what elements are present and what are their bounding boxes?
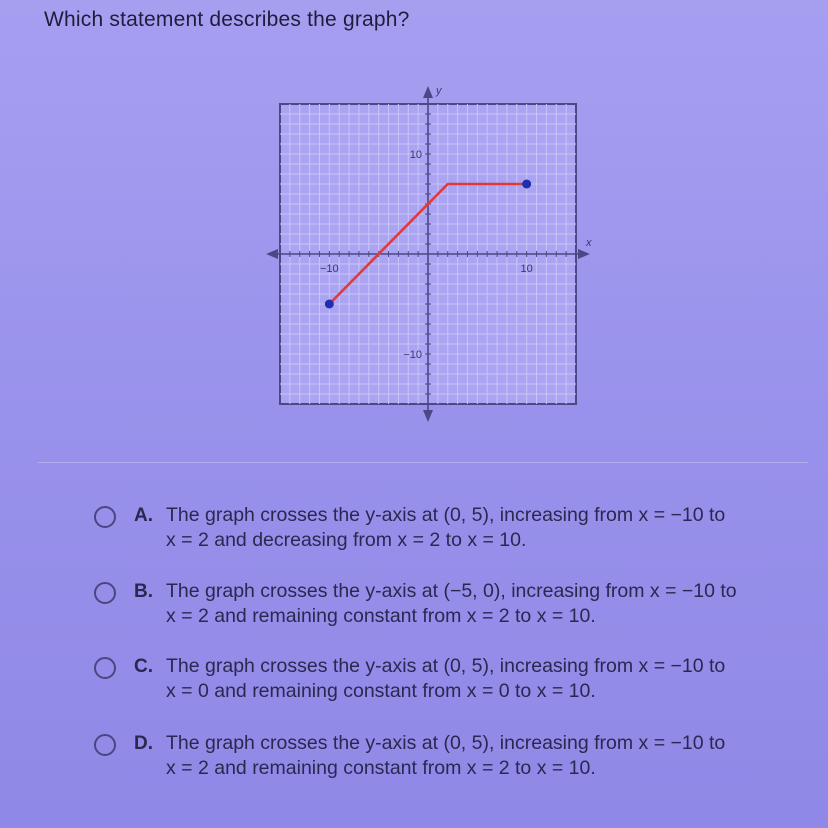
choice-line-2: x = 0 and remaining constant from x = 0 to x = 10. bbox=[166, 680, 596, 702]
choice-line-2: x = 2 and remaining constant from x = 2 to x = 10. bbox=[166, 605, 596, 627]
radio-button-b[interactable] bbox=[94, 582, 116, 604]
radio-button-a[interactable] bbox=[94, 506, 116, 528]
choice-text bbox=[166, 503, 806, 553]
choice-letter: C. bbox=[134, 656, 153, 677]
x-tick-label: −10 bbox=[319, 263, 339, 275]
choice-line-1: The graph crosses the y-axis at (0, 5), increasing from x = −10 to bbox=[166, 504, 726, 526]
choice-letter: D. bbox=[134, 733, 153, 754]
choice-c[interactable] bbox=[94, 657, 814, 713]
coordinate-graph bbox=[258, 84, 598, 434]
choice-letter: A. bbox=[134, 505, 153, 526]
endpoint-dot bbox=[325, 300, 334, 309]
choice-letter: B. bbox=[134, 581, 153, 602]
radio-button-d[interactable] bbox=[94, 734, 116, 756]
choice-line-1: The graph crosses the y-axis at (−5, 0), increasing from x = −10 to bbox=[166, 580, 737, 602]
x-axis-left-arrow bbox=[266, 249, 278, 259]
divider bbox=[38, 462, 808, 463]
y-tick-label: 10 bbox=[409, 149, 422, 161]
x-axis-label: x bbox=[586, 237, 592, 249]
choice-line-2: x = 2 and decreasing from x = 2 to x = 10. bbox=[166, 529, 527, 551]
y-axis-top-arrow bbox=[423, 86, 433, 98]
radio-button-c[interactable] bbox=[94, 657, 116, 679]
y-axis-label: y bbox=[436, 85, 442, 97]
choice-text bbox=[166, 654, 806, 704]
x-axis-right-arrow bbox=[578, 249, 590, 259]
x-tick-label: 10 bbox=[520, 263, 533, 275]
choice-b[interactable] bbox=[94, 582, 814, 638]
endpoint-dot bbox=[522, 180, 531, 189]
choice-text bbox=[166, 579, 806, 629]
choice-line-2: x = 2 and remaining constant from x = 2 to x = 10. bbox=[166, 757, 596, 779]
choice-line-1: The graph crosses the y-axis at (0, 5), increasing from x = −10 to bbox=[166, 655, 726, 677]
choice-a[interactable] bbox=[94, 506, 814, 562]
y-axis-bottom-arrow bbox=[423, 410, 433, 422]
choice-line-1: The graph crosses the y-axis at (0, 5), increasing from x = −10 to bbox=[166, 732, 726, 754]
question-text: Which statement describes the graph? bbox=[44, 8, 410, 31]
choice-d[interactable] bbox=[94, 734, 814, 790]
y-tick-label: −10 bbox=[403, 349, 422, 361]
choice-text bbox=[166, 731, 806, 781]
